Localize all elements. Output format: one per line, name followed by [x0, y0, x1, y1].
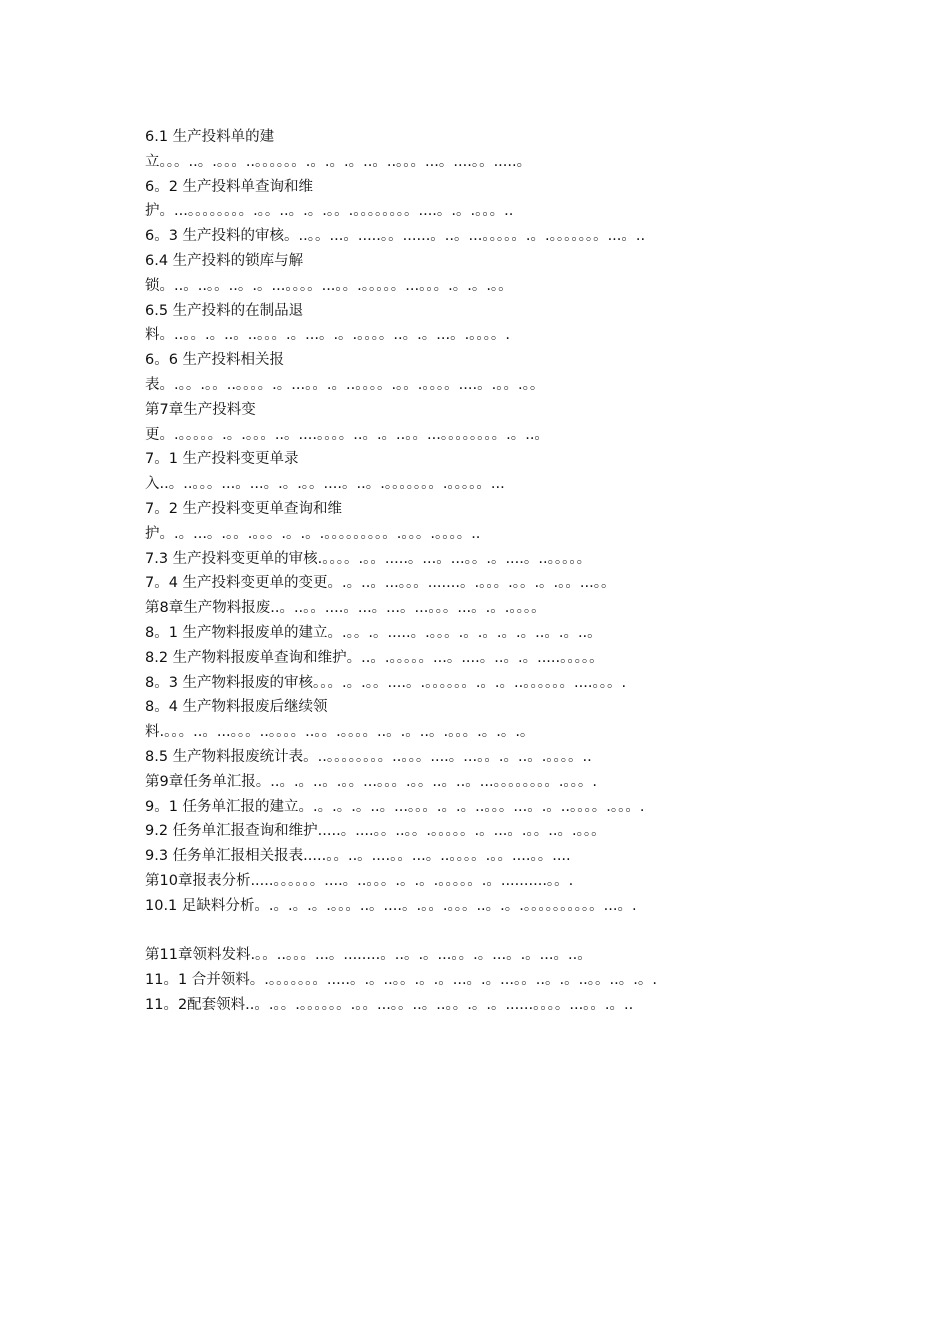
toc-entry-10-1: 10.1 足缺料分析。.。.。.。.。。。..。....。.。。.。。。..。.。.。。。。。。。。。。...。.	[145, 897, 637, 914]
toc-entry-8-2: 8.2 生产物料报废单查询和维护。..。.。。。。。...。....。..。.。.....。。。。。	[145, 649, 604, 666]
toc-chapter-9: 第9章任务单汇报。..。.。..。.。。...。。。.。。..。..。...。。。。。。。。.。。。.	[145, 773, 598, 790]
toc-entry-7-1: 7。1 生产投料变更单录	[145, 451, 299, 468]
toc-entry-6-4: 6.4 生产投料的锁库与解	[145, 252, 304, 269]
toc-leader-line: 表。.。。.。。..。。。。.。...。。.。..。。。。.。。.。。。。....。.。。.。。	[145, 376, 545, 393]
toc-leader-line: 立。。。..。.。。。..。。。。。。.。.。.。..。..。。。...。....。。.....。	[145, 153, 532, 170]
toc-entry-11-1: 11。1 合并领料。.。。。。。。。.....。.。..。。.。.。...。.。...。。..。.。..。。..。.。.	[145, 972, 657, 989]
toc-entry-6-5: 6.5 生产投料的在制品退	[145, 302, 304, 319]
toc-entry-8-5: 8.5 生产物料报废统计表。..。。。。。。。。..。。。....。...。。.。..。.。。。。..	[145, 748, 592, 765]
toc-entry-6-2: 6。2 生产投料单查询和维	[145, 178, 314, 195]
toc-entry-8-4: 8。4 生产物料报废后继续领	[145, 699, 328, 716]
toc-chapter-7: 第7章生产投料变	[145, 401, 256, 418]
toc-leader-line: 护。...。。。。。。。。.。。..。.。.。。.。。。。。。。。....。.。.。。。..	[145, 203, 514, 220]
toc-leader-line: 入..。..。。。...。...。.。.。。....。..。.。。。。。。。.。。。。。...	[145, 476, 505, 493]
toc-entry-9-2: 9.2 任务单汇报查询和维护.....。....。。..。。.。。。。。.。...。.。。..。.。。。	[145, 823, 606, 840]
toc-entry-6-1: 6.1 生产投料单的建	[145, 129, 275, 145]
toc-entry-9-1: 9。1 任务单汇报的建立。.。.。.。..。...。。。.。.。..。。。...。.。..。。。。.。。。.	[145, 798, 645, 815]
toc-entry-7-3: 7.3 生产投料变更单的审核.。。。。.。。.....。...。...。。.。....。..。。。。。	[145, 550, 592, 567]
toc-entry-8-3: 8。3 生产物料报废的审核。。。.。.。。....。.。。。。。。.。.。..。。。。。。....。。。.	[145, 674, 627, 691]
toc-chapter-10: 第10章报表分析.....。。。。。。....。..。。。.。.。.。。。。。.。..........。。.	[145, 872, 574, 889]
toc-leader-line: 护。.。...。.。。.。。。.。.。.。。。。。。。。。.。。。.。。。。..	[145, 525, 481, 542]
toc-leader-line: 料。..。。.。..。..。。。.。...。.。.。。。。..。.。...。.。。。。.	[145, 327, 511, 344]
toc-chapter-11: 第11章领料发料.。。..。。。...。........。..。.。...。。.。...。.。...。..。	[145, 947, 592, 964]
toc-blank-line	[145, 919, 825, 944]
toc-entry-6-6: 6。6 生产投料相关报	[145, 352, 285, 369]
toc-chapter-8: 第8章生产物料报废..。..。。....。...。...。...。。。...。.。.。。。。	[145, 600, 546, 617]
toc-entry-8-1: 8。1 生产物料报废单的建立。.。。.。.....。.。。。.。.。.。.。..。.。..。	[145, 624, 602, 641]
toc-entry-9-3: 9.3 任务单汇报相关报表.....。。..。....。。...。..。。。。.。。....。。....	[145, 848, 571, 865]
toc-entry-7-2: 7。2 生产投料变更单查询和维	[145, 500, 343, 517]
toc-leader-line: 料.。。。..。...。。。..。。。。..。。.。。。。..。.。..。.。。。.。.。.。	[145, 724, 535, 741]
toc-entry-7-4: 7。4 生产投料变更单的变更。.。..。...。。。.......。.。。。.。。.。.。。...。。	[145, 575, 616, 592]
toc-entry-6-3: 6。3 生产投料的审核。..。。...。.....。。......。..。...。。。。。.。.。。。。。。。...。..	[145, 228, 646, 245]
toc-leader-line: 锁。..。..。。..。.。...。。。。...。。.。。。。。...。。。.。.。.。。	[145, 277, 513, 294]
toc-leader-line: 更。.。。。。。.。.。。。..。....。。。。..。.。..。。...。。。。。。。。.。..。	[145, 426, 549, 443]
toc-entry-11-2: 11。2配套领料..。.。。.。。。。。。.。。...。。..。..。。.。.。......。。。。...。。.。..	[145, 996, 634, 1013]
table-of-contents	[145, 125, 825, 1018]
